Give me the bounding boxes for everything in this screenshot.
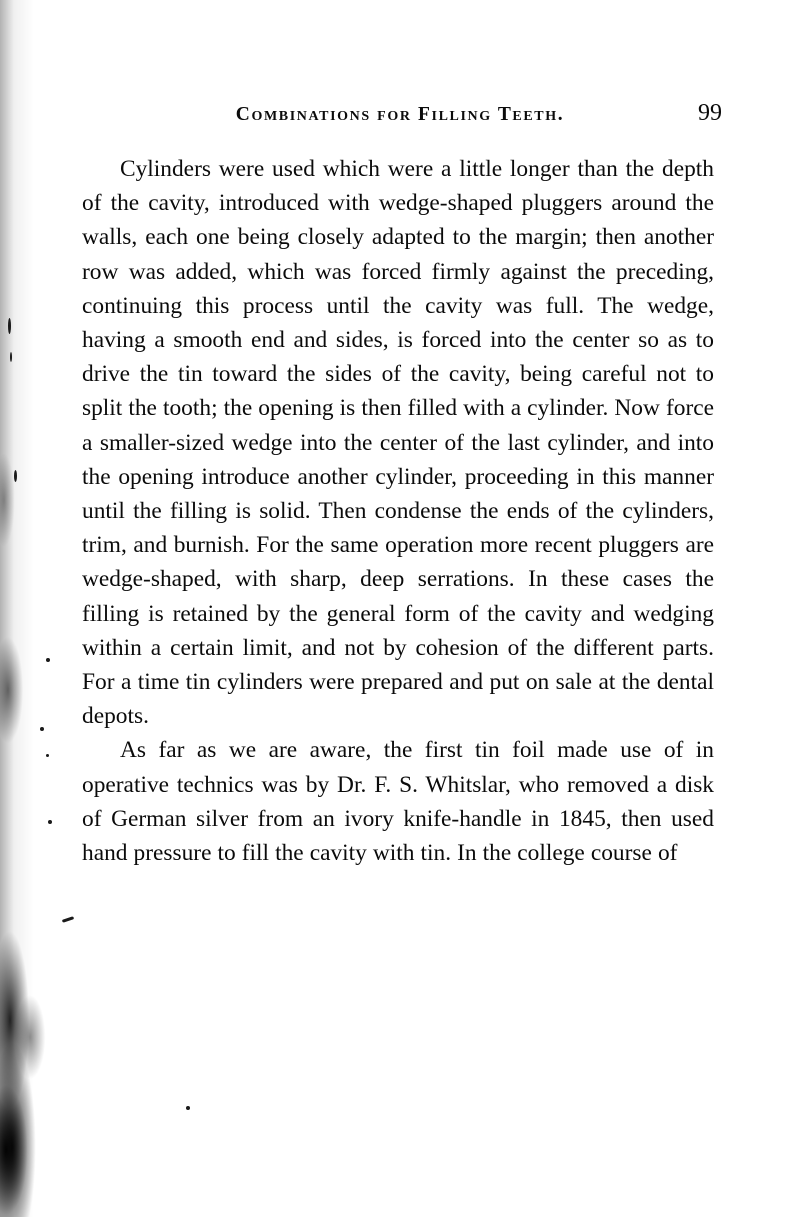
scan-speck: [46, 658, 50, 662]
page-header: [0, 104, 800, 126]
scan-speck: [62, 916, 74, 923]
page-number: 99: [698, 100, 722, 126]
scan-speck: [8, 318, 11, 334]
scan-speck: [40, 727, 44, 731]
scan-corner-shadow: [0, 917, 60, 1217]
page-body: [82, 152, 714, 870]
scan-edge-shadow: [0, 0, 46, 1217]
scan-speck: [48, 820, 52, 824]
running-title: Combinations for Filling Teeth.: [235, 104, 565, 125]
scan-speck: [186, 1106, 190, 1110]
scan-speck: [10, 352, 12, 362]
paragraph: As far as we are aware, the first tin foil made use of in operative technics was by Dr. F. S. Whitslar, who removed a disk of German silver from an ivory knife-handle in 1845, then used hand pressure to fill the cavity with tin. In the college course of: [82, 737, 714, 867]
scan-speck: [46, 754, 49, 757]
scan-speck: [14, 470, 17, 482]
paragraph: Cylinders were used which were a little longer than the depth of the cavity, introduced with wedge-shaped pluggers around the walls, each one being closely adapted to the margin; then another row was added, which was forced firmly against the preceding, continuing this process until the cavity was full. The wedge, having a smooth end and sides, is forced into the center so as to drive the tin toward the sides of the cavity, being careful not to split the tooth; the opening is then filled with a cylinder. Now force a smaller-sized wedge into the center of the last cylinder, and into the opening introduce another cylinder, proceeding in this manner until the filling is solid. Then condense the ends of the cylinders, trim, and burnish. For the same operation more recent pluggers are wedge-shaped, with sharp, deep serrations. In these cases the filling is retained by the general form of the cavity and wedging within a certain limit, and not by cohesion of the different parts. For a time tin cylinders were prepared and put on sale at the dental depots.: [82, 156, 714, 730]
